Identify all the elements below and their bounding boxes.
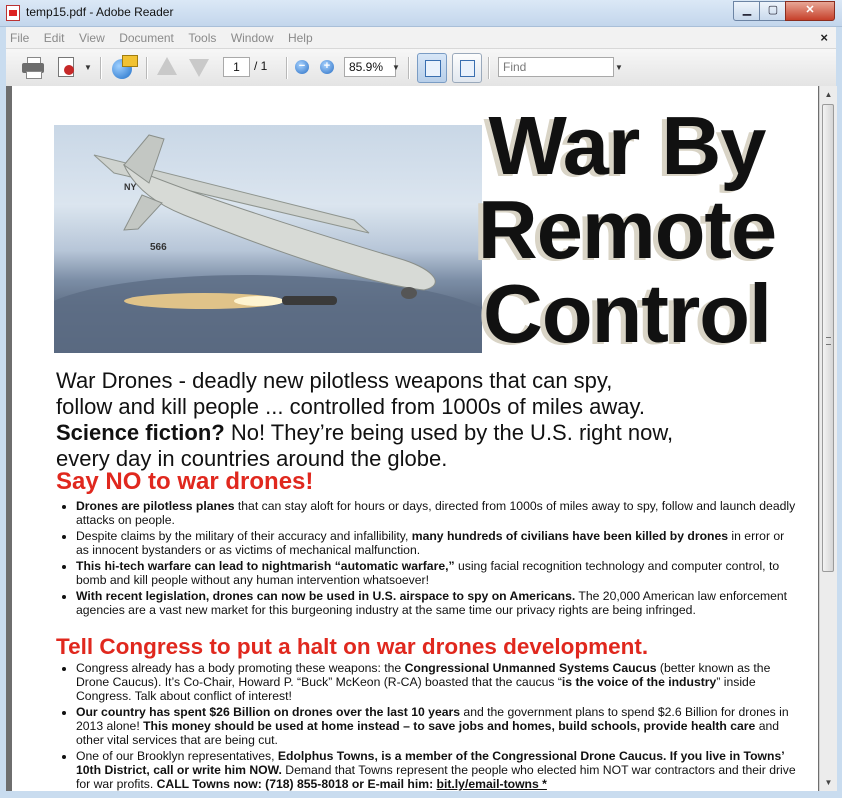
- list-item: • One of our Brooklyn representatives, Edolphus Towns, is a member of the Congressional Drone Caucus. If you live in Towns’ 10th District, call or write him NOW. Demand that Towns represent the people who elected him NOT war contractors and their drive for war profits. CALL Towns now: (718) 855-8018 or E-mail him: bit.ly/email-towns *: [76, 749, 796, 791]
- find-input[interactable]: Find: [498, 57, 614, 77]
- document-close-icon[interactable]: ×: [820, 30, 828, 45]
- minimize-button[interactable]: ▁: [733, 1, 761, 21]
- vertical-scrollbar[interactable]: [819, 86, 837, 791]
- intro-line: every day in countries around the globe.: [56, 446, 448, 471]
- zoom-dropdown-icon[interactable]: ▼: [392, 63, 400, 72]
- headline-line-2: Remote: [477, 183, 777, 276]
- zoom-out-icon[interactable]: −: [295, 60, 309, 74]
- intro-question: Science fiction?: [56, 420, 225, 445]
- create-pdf-dropdown-icon[interactable]: ▼: [84, 63, 92, 72]
- page-total: / 1: [254, 59, 268, 73]
- window-frame-bottom: [0, 791, 842, 798]
- intro-paragraph: [56, 368, 776, 472]
- headline: [457, 99, 797, 360]
- scroll-thumb[interactable]: [822, 104, 834, 572]
- title-bar: [0, 0, 842, 27]
- document-viewport[interactable]: [6, 86, 819, 791]
- menu-edit[interactable]: Edit: [43, 31, 65, 45]
- maximize-button[interactable]: ▢: [759, 1, 787, 21]
- next-page-icon[interactable]: [189, 59, 209, 77]
- heading-tell-congress: Tell Congress to put a halt on war drones development.: [56, 634, 649, 659]
- print-icon[interactable]: [22, 57, 44, 77]
- create-pdf-icon[interactable]: [56, 57, 78, 77]
- page-number-input[interactable]: 1: [223, 57, 250, 77]
- fuselage-number: 566: [150, 242, 167, 253]
- adobe-reader-icon: [6, 5, 20, 21]
- tail-label: NY: [124, 182, 137, 192]
- list-item: • With recent legislation, drones can now be used in U.S. airspace to spy on Americans. The 20,000 American law enforcement agencies are a vast new market for this burgeoning industry at the same time our privacy rights are being infringed.: [76, 589, 796, 617]
- heading-say-no: Say NO to war drones!: [56, 468, 314, 495]
- scroll-down-icon[interactable]: ▼: [824, 778, 833, 787]
- drones-facts-list: [52, 499, 796, 619]
- headline-line-1: War By: [488, 99, 766, 192]
- toolbar: [6, 49, 836, 87]
- menu-window[interactable]: Window: [230, 31, 274, 45]
- drone-photo: [54, 125, 482, 353]
- menu-document[interactable]: Document: [119, 31, 174, 45]
- intro-line: [56, 420, 776, 446]
- zoom-in-icon[interactable]: +: [320, 60, 334, 74]
- list-item: • Our country has spent $26 Billion on drones over the last 10 years and the government plans to spend $2.6 Billion for drones in 2013 alone! This money should be used at home instead – to save jobs and homes, build schools, provide health care and other vital services that are being cut.: [76, 705, 796, 747]
- list-item: • This hi-tech warfare can lead to nightmarish “automatic warfare,” using facial recognition technology and computer control, to bomb and kill people without any human intervention whatsoever!: [76, 559, 796, 587]
- list-item: • Despite claims by the military of their accuracy and infallibility, many hundreds of civilians have been killed by drones in error or as innocent bystanders or as victims of mechanical malfunction.: [76, 529, 796, 557]
- headline-line-3: Control: [482, 267, 772, 360]
- intro-answer: No! They’re being used by the U.S. right now,: [224, 420, 674, 445]
- intro-line: follow and kill people ... controlled from 1000s of miles away.: [56, 394, 645, 419]
- list-item: • Congress already has a body promoting these weapons: the Congressional Unmanned Systems Caucus (better known as the Drone Caucus). It’s Co-Chair, Howard P. “Buck” McKeon (R-CA) boasted that the caucus “is the voice of the industry” inside Congress. Talk about conflict of interest!: [76, 661, 796, 703]
- collaborate-icon[interactable]: [112, 55, 136, 79]
- menu-file[interactable]: File: [10, 31, 30, 45]
- find-dropdown-icon[interactable]: ▼: [615, 63, 623, 72]
- menu-view[interactable]: View: [78, 31, 105, 45]
- close-button[interactable]: ✕: [785, 1, 835, 21]
- zoom-level-input[interactable]: 85.9%: [344, 57, 396, 77]
- fit-page-icon[interactable]: [452, 53, 482, 83]
- scroll-up-icon[interactable]: ▲: [824, 90, 833, 99]
- fit-width-icon[interactable]: [417, 53, 447, 83]
- menu-tools[interactable]: Tools: [188, 31, 217, 45]
- previous-page-icon[interactable]: [157, 57, 177, 75]
- menu-bar: [6, 27, 836, 49]
- window-title: temp15.pdf - Adobe Reader: [26, 5, 174, 19]
- menu-help[interactable]: Help: [287, 31, 313, 45]
- congress-facts-list: [52, 661, 796, 791]
- pdf-page: [12, 86, 818, 791]
- list-item: • Drones are pilotless planes that can stay aloft for hours or days, directed from 1000s of miles away to spy, follow and launch deadly attacks on people.: [76, 499, 796, 527]
- intro-line: War Drones - deadly new pilotless weapons that can spy,: [56, 368, 613, 393]
- email-link[interactable]: bit.ly/email-towns *: [436, 777, 547, 791]
